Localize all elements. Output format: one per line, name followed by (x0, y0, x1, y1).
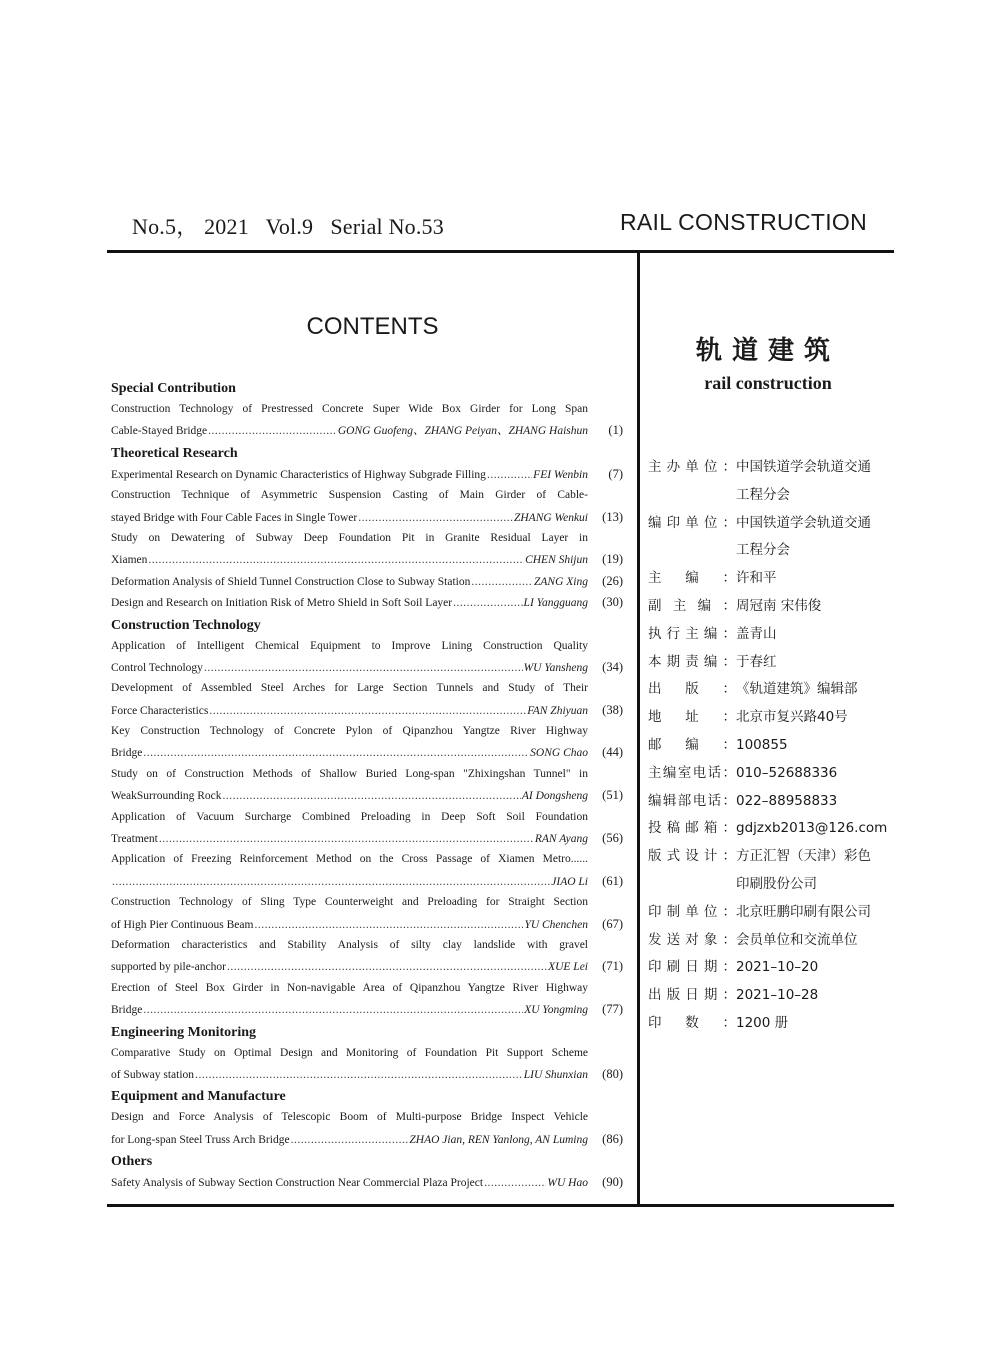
dot-leader (112, 872, 550, 893)
entry-title: WeakSurrounding Rock (111, 790, 222, 803)
masthead-label: 发送对象： (648, 931, 736, 948)
journal-name-en: RAIL CONSTRUCTION (619, 209, 867, 235)
toc-entry[interactable] (111, 978, 623, 1021)
masthead-row (648, 454, 898, 482)
column-divider (637, 252, 640, 1205)
toc-entry[interactable] (111, 678, 623, 721)
entry-title: Application of Vacuum Surcharge Combined Preloading in Deep Soft Soil Foundation (111, 810, 588, 823)
toc-entry[interactable] (111, 935, 623, 978)
entry-title: Bridge (111, 1004, 143, 1017)
entry-page: (56) (602, 831, 623, 846)
masthead-value-cont: 工程分会 (736, 486, 790, 503)
top-rule (107, 250, 894, 253)
masthead-label: 邮编： (648, 736, 736, 753)
entry-title: Treatment (111, 833, 158, 846)
entry-page: (86) (602, 1131, 623, 1146)
entry-page: (1) (608, 423, 623, 438)
entry-author: FAN Zhiyuan (527, 704, 588, 717)
masthead (648, 330, 898, 1038)
masthead-value: 022–88958833 (736, 792, 838, 809)
dot-leader (291, 1130, 409, 1151)
entry-author: JIAO Li (551, 875, 588, 888)
entry-title: Application of Intelligent Chemical Equipment to Improve Lining Construction Quality (111, 639, 588, 652)
entry-page: (51) (602, 788, 623, 803)
masthead-value: 北京旺鹏印刷有限公司 (736, 903, 871, 920)
masthead-value: 会员单位和交流单位 (736, 931, 858, 948)
entry-page: (44) (602, 745, 623, 760)
masthead-value: 北京市复兴路40号 (736, 709, 848, 726)
entry-author: AI Dongsheng (521, 790, 588, 803)
entry-title: Deformation Analysis of Shield Tunnel Construction Close to Subway Station (111, 575, 471, 588)
entry-page: (61) (602, 873, 623, 888)
masthead-row (648, 815, 898, 843)
dot-leader (208, 421, 337, 442)
toc-entry[interactable] (111, 464, 623, 485)
dot-leader (195, 1065, 523, 1086)
dot-leader (227, 957, 547, 978)
entry-title: Experimental Research on Dynamic Characteristics of Highway Subgrade Filling (111, 468, 486, 481)
masthead-value: gdjzxb2013@126.com (736, 820, 888, 837)
masthead-value: 《轨道建筑》编辑部 (736, 681, 858, 698)
masthead-value: 盖青山 (736, 625, 777, 642)
entry-title: Study on of Construction Methods of Shallow Buried Long-span "Zhixingshan Tunnel" in (111, 767, 588, 780)
entry-page: (38) (602, 702, 623, 717)
entry-author: ZHANG Wenkui (513, 511, 588, 524)
toc-entry[interactable] (111, 399, 623, 442)
masthead-row (648, 899, 898, 927)
entry-title: Safety Analysis of Subway Section Construction Near Commercial Plaza Project (111, 1177, 484, 1190)
entry-title: Erection of Steel Box Girder in Non-navigable Area of Qipanzhou Yangtze River Highway (111, 981, 588, 994)
entry-title: Deformation characteristics and Stability Analysis of silty clay landslide with gravel (111, 938, 588, 951)
contents-title: CONTENTS (306, 313, 439, 340)
entry-author: XUE Lei (548, 961, 588, 974)
entry-page: (80) (602, 1066, 623, 1081)
masthead-row (648, 704, 898, 732)
dot-leader (358, 508, 513, 529)
masthead-label: 副主编： (648, 597, 736, 614)
toc-entry[interactable] (111, 764, 623, 807)
masthead-row (648, 927, 898, 955)
dot-leader (143, 743, 529, 764)
masthead-row (648, 982, 898, 1010)
entry-title: for Long-span Steel Truss Arch Bridge (111, 1133, 290, 1146)
dot-leader (159, 829, 534, 850)
masthead-value: 于春红 (736, 653, 777, 670)
journal-title-cn: 轨道建筑 (695, 336, 840, 366)
entry-page: (19) (602, 552, 623, 567)
masthead-row (648, 593, 898, 621)
entry-author: ZANG Xing (534, 575, 588, 588)
dot-leader (143, 1000, 523, 1021)
masthead-label: 执行主编： (648, 625, 736, 642)
masthead-value: 100855 (736, 736, 788, 753)
masthead-row (648, 1010, 898, 1038)
masthead-row (648, 760, 898, 788)
dot-leader (487, 465, 532, 486)
entry-title: of Subway station (111, 1068, 195, 1081)
entry-author: SONG Chao (530, 747, 588, 760)
masthead-label: 版式设计： (648, 848, 736, 865)
masthead-label: 投稿邮箱： (648, 820, 736, 837)
entry-author: RAN Ayang (534, 833, 588, 846)
masthead-row (648, 649, 898, 677)
masthead-info (648, 454, 898, 1038)
masthead-value: 1200 册 (736, 1014, 789, 1031)
entry-author: XU Yongming (524, 1004, 588, 1017)
dot-leader (484, 1173, 546, 1194)
entry-author: LIU Shunxian (523, 1068, 588, 1081)
entry-title: Control Technology (111, 661, 203, 674)
masthead-value-cont: 工程分会 (736, 542, 790, 559)
toc-entry[interactable] (111, 1172, 623, 1193)
toc-entry[interactable] (111, 892, 623, 935)
entry-title: Construction Technique of Asymmetric Suspension Casting of Main Girder of Cable- (111, 489, 588, 502)
bottom-rule (107, 1204, 894, 1207)
masthead-value: 2021–10–20 (736, 959, 819, 976)
masthead-value: 中国铁道学会轨道交通 (736, 514, 871, 531)
toc-entry[interactable] (111, 807, 623, 850)
entry-author: ZHAO Jian, REN Yanlong, AN Luming (409, 1133, 588, 1146)
masthead-label: 主编： (648, 570, 736, 587)
masthead-label: 出版日期： (648, 987, 736, 1004)
toc-entry[interactable] (111, 1043, 623, 1086)
section-title: Equipment and Manufacture (111, 1089, 286, 1105)
entry-author: CHEN Shijun (525, 554, 588, 567)
entry-page: (77) (602, 1002, 623, 1017)
entry-author: WU Yansheng (523, 661, 588, 674)
toc-entry[interactable] (111, 485, 623, 528)
entry-title: Key Construction Technology of Concrete Pylon of Qipanzhou Yangtze River Highway (111, 725, 588, 738)
masthead-value: 方正汇智（天津）彩色 (736, 848, 871, 865)
entry-title: Design and Force Analysis of Telescopic Boom of Multi-purpose Bridge Inspect Vehicle (111, 1111, 588, 1124)
masthead-value-cont: 印刷股份公司 (736, 875, 817, 892)
masthead-value: 周冠南 宋伟俊 (736, 597, 822, 614)
section-title: Engineering Monitoring (111, 1024, 257, 1040)
masthead-value: 010–52688336 (736, 764, 838, 781)
entry-page: (13) (602, 509, 623, 524)
entry-title: supported by pile-anchor (111, 961, 226, 974)
table-of-contents (111, 377, 623, 1194)
masthead-row (648, 843, 898, 871)
masthead-label: 印制单位： (648, 903, 736, 920)
masthead-row (648, 676, 898, 704)
toc-entry[interactable] (111, 849, 623, 892)
masthead-label: 地址： (648, 709, 736, 726)
entry-title: stayed Bridge with Four Cable Faces in Single Tower (111, 511, 358, 524)
toc-entry[interactable] (111, 636, 623, 679)
section-title: Theoretical Research (111, 445, 238, 461)
entry-page: (67) (602, 916, 623, 931)
masthead-label: 主办单位： (648, 459, 736, 475)
entry-title: of High Pier Continuous Beam (111, 918, 254, 931)
masthead-row (648, 565, 898, 593)
entry-title: Xiamen (111, 554, 148, 567)
masthead-value: 许和平 (736, 570, 777, 587)
masthead-label: 本期责编： (648, 653, 736, 670)
masthead-label: 编辑部电话： (648, 792, 736, 809)
entry-title: Comparative Study on Optimal Design and Monitoring of Foundation Pit Support Scheme (111, 1046, 588, 1059)
toc-entry[interactable] (111, 528, 623, 571)
entry-title: Construction Technology of Prestressed Concrete Super Wide Box Girder for Long Span (111, 403, 588, 415)
toc-entry[interactable] (111, 1107, 623, 1150)
toc-entry[interactable] (111, 592, 623, 613)
journal-title-en: rail construction (704, 373, 832, 393)
entry-title: Study on Dewatering of Subway Deep Foundation Pit in Granite Residual Layer in (111, 531, 588, 544)
entry-author: GONG Guofeng、ZHANG Peiyan、ZHANG Haishun (337, 425, 588, 438)
entry-title: Force Characteristics (111, 704, 209, 717)
entry-title: Development of Assembled Steel Arches for Large Section Tunnels and Study of Their (111, 682, 588, 695)
entry-author: WU Hao (547, 1177, 588, 1190)
section-title: Construction Technology (111, 617, 261, 633)
entry-title: Construction Technology of Sling Type Counterweight and Preloading for Straight Section (111, 896, 588, 909)
entry-title: Bridge (111, 747, 143, 760)
masthead-row (648, 788, 898, 816)
dot-leader (254, 915, 523, 936)
masthead-label: 编印单位： (648, 514, 736, 531)
entry-title: Application of Freezing Reinforcement Method on the Cross Passage of Xiamen Metro...... (111, 853, 588, 866)
entry-title: Cable-Stayed Bridge (111, 425, 208, 438)
entry-author: FEI Wenbin (533, 468, 588, 481)
masthead-row (648, 954, 898, 982)
dot-leader (471, 572, 533, 593)
dot-leader (204, 658, 523, 679)
section-title: Others (111, 1154, 153, 1170)
toc-entry[interactable] (111, 721, 623, 764)
section-title: Special Contribution (111, 381, 236, 396)
entry-author: LI Yangguang (523, 597, 588, 610)
masthead-label: 主编室电话： (648, 764, 736, 781)
dot-leader (209, 701, 526, 722)
masthead-row (648, 732, 898, 760)
entry-page: (26) (602, 573, 623, 588)
toc-entry[interactable] (111, 571, 623, 592)
dot-leader (148, 550, 524, 571)
dot-leader (223, 786, 521, 807)
entry-title: Design and Research on Initiation Risk of Metro Shield in Soft Soil Layer (111, 597, 453, 610)
entry-page: (71) (602, 959, 623, 974)
masthead-row (648, 621, 898, 649)
entry-page: (34) (602, 659, 623, 674)
masthead-label: 出版： (648, 681, 736, 698)
masthead-label: 印数： (648, 1014, 736, 1031)
entry-page: (7) (608, 466, 623, 481)
masthead-label: 印刷日期： (648, 959, 736, 976)
masthead-value: 中国铁道学会轨道交通 (736, 459, 871, 475)
dot-leader (453, 593, 522, 614)
entry-page: (90) (602, 1175, 623, 1190)
masthead-row (648, 510, 898, 538)
entry-author: YU Chenchen (524, 918, 588, 931)
entry-page: (30) (602, 595, 623, 610)
masthead-value: 2021–10–28 (736, 987, 819, 1004)
issue-info: No.5， 2021 Vol.9 Serial No.53 (132, 214, 444, 239)
